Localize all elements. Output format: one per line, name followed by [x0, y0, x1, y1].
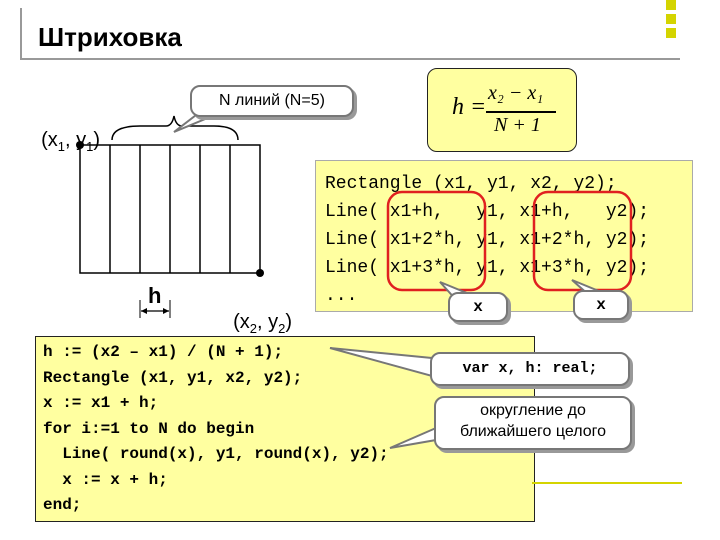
code-bottom-line-1: h := (x2 – x1) / (N + 1); [43, 343, 284, 361]
round-note-line-1: округление до [480, 402, 586, 419]
n-lines-callout: N линий (N=5) [190, 85, 354, 117]
x-right-callout: x [573, 290, 629, 320]
point-x2y2-label: ($x_2$, $y_2$) [233, 311, 293, 336]
code-bottom-line-6: x := x + h; [43, 470, 168, 489]
code-top-line-3: Line( x1+2*h, y1, x1+2*h, y2); [325, 230, 650, 250]
highlight-right [534, 192, 631, 290]
code-top-line-1: Rectangle (x1, y1, x2, y2); [325, 174, 617, 194]
code-bottom-line-2: Rectangle (x1, y1, x2, y2); [43, 368, 303, 387]
round-note-callout [434, 396, 632, 450]
code-top-line-4: Line( x1+3*h, y1, x1+3*h, y2); [325, 258, 650, 278]
footer-rule [532, 482, 682, 484]
x-left-callout: x [448, 292, 508, 322]
var-decl-callout: var x, h: real; [430, 352, 630, 386]
page-title: Штриховка [38, 22, 182, 52]
code-bottom-line-4: for i:=1 to N do begin [43, 419, 255, 438]
point-x1y1-label: ($x_1$, $y_1$) [41, 129, 101, 154]
h-label: h [148, 283, 162, 308]
highlight-left [388, 192, 485, 290]
formula-numerator: x₂ − x₁ [488, 82, 544, 104]
code-bottom-line-5: Line( round(x), y1, round(x), y2); [43, 445, 389, 463]
formula-lhs: h = [452, 94, 487, 120]
code-bottom-line-3: x := x1 + h; [43, 394, 159, 412]
brace [112, 116, 238, 140]
code-bottom-line-7: end; [43, 496, 82, 514]
var-decl-tail [330, 348, 432, 376]
formula-denominator: N + 1 [494, 114, 541, 136]
point-x2y2-dot [256, 269, 264, 277]
code-top-line-2: Line( x1+h, y1, x1+h, y2); [325, 202, 650, 222]
round-note-line-2: ближайшего целого [460, 423, 606, 440]
code-top-line-5: ... [325, 286, 358, 306]
round-note-tail [390, 428, 436, 448]
